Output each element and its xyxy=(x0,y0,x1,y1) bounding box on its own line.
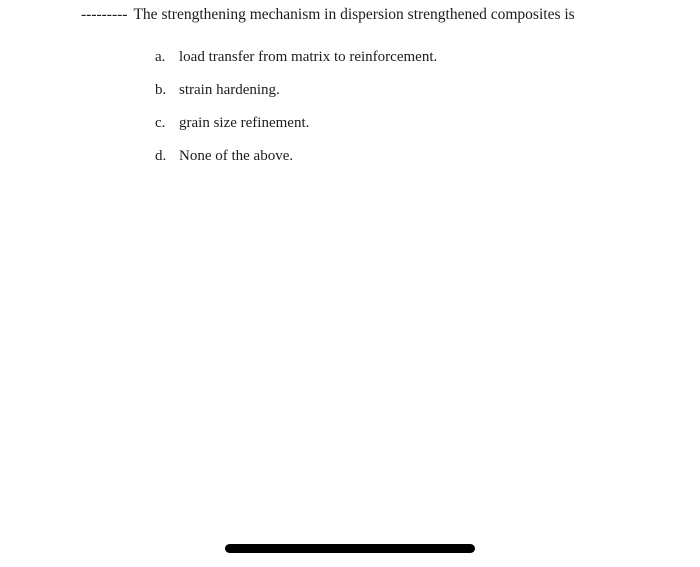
option-letter: a. xyxy=(155,49,166,65)
option-text: grain size refinement. xyxy=(179,115,310,131)
option-text: strain hardening. xyxy=(179,82,280,98)
option-c[interactable] xyxy=(155,113,437,146)
option-d[interactable] xyxy=(155,146,437,179)
option-letter: d. xyxy=(155,148,167,164)
answer-blank: --------- xyxy=(81,6,128,23)
question-text: The strengthening mechanism in dispersion strengthened composites is xyxy=(133,6,575,23)
answer-options xyxy=(155,47,437,179)
home-indicator-bar[interactable] xyxy=(225,544,475,553)
option-letter: b. xyxy=(155,82,167,98)
option-a[interactable] xyxy=(155,47,437,80)
option-b[interactable] xyxy=(155,80,437,113)
option-letter: c. xyxy=(155,115,166,131)
option-text: load transfer from matrix to reinforcement. xyxy=(179,49,438,65)
option-text: None of the above. xyxy=(179,148,294,164)
question-stem xyxy=(81,5,575,25)
